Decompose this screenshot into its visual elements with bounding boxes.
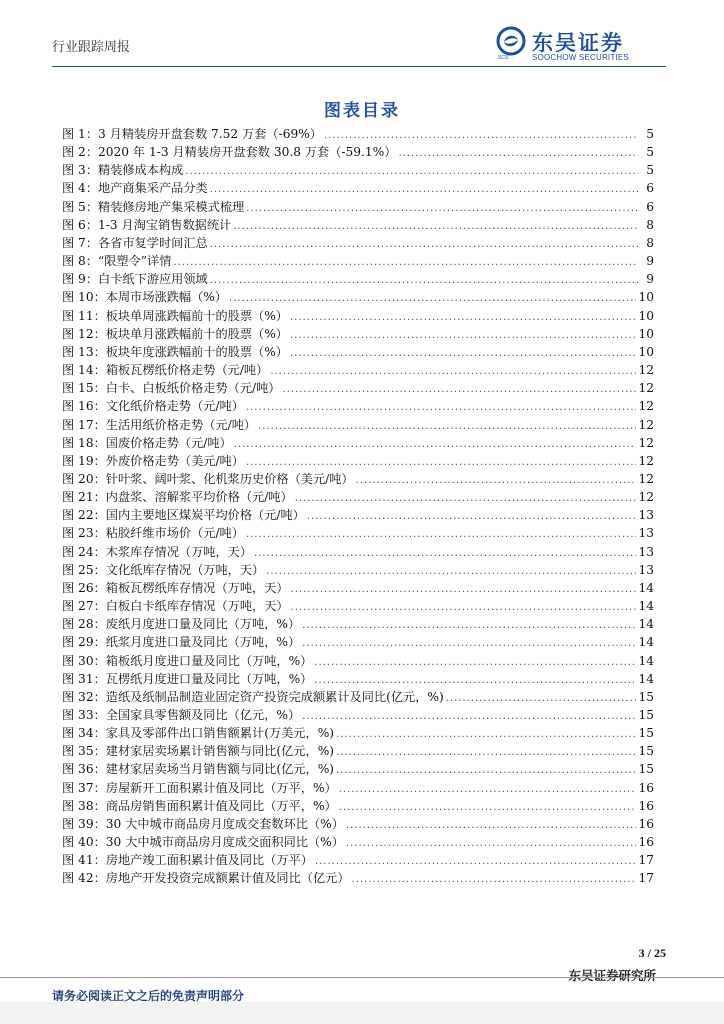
toc-entry-label: 图 12：板块单月涨跌幅前十的股票（%） (62, 326, 288, 341)
toc-entry-page: 12 (638, 435, 654, 450)
toc-entry-label: 图 8：“限塑令”详情 (62, 254, 172, 269)
toc-entry[interactable] (62, 688, 654, 706)
toc-entry[interactable] (62, 779, 654, 797)
toc-leader-dots (246, 402, 637, 413)
toc-entry-label: 图 25：文化纸库存情况（万吨，天） (62, 562, 265, 577)
toc-entry-label: 图 39：30 大中城市商品房月度成交套数环比（%） (62, 816, 344, 831)
toc-leader-dots (302, 711, 636, 722)
toc-leader-dots (398, 148, 638, 159)
toc-entry-page: 12 (638, 381, 654, 396)
header-divider (52, 66, 666, 67)
toc-entry-label: 图 19：外废价格走势（美元/吨） (62, 453, 244, 468)
toc-entry[interactable] (62, 325, 654, 343)
toc-entry-page: 14 (638, 653, 654, 668)
toc-entry[interactable] (62, 288, 654, 306)
toc-entry[interactable] (62, 760, 654, 778)
toc-entry[interactable] (62, 361, 654, 379)
toc-entry-page: 14 (638, 671, 654, 686)
toc-entry[interactable] (62, 216, 654, 234)
toc-leader-dots (302, 620, 636, 631)
toc-entry-page: 13 (638, 508, 654, 523)
toc-entry-page: 10 (638, 326, 654, 341)
toc-entry-page: 5 (646, 127, 654, 141)
report-type-label: 行业跟踪周报 (52, 40, 131, 55)
toc-leader-dots (336, 729, 636, 740)
toc-entry[interactable] (62, 597, 654, 615)
toc-leader-dots (356, 475, 637, 486)
toc-entry-label: 图 15：白卡、白板纸价格走势（元/吨） (62, 381, 281, 396)
toc-entry[interactable] (62, 161, 654, 179)
toc-entry-label: 图 35：建材家居卖场累计销售额与同比(亿元，%) (62, 744, 335, 759)
toc-leader-dots (283, 384, 637, 395)
toc-entry-label: 图 34：家具及零部件出口销售额累计(万美元，%) (62, 726, 335, 741)
toc-entry-label: 图 42：房地产开发投资完成额累计值及同比（亿元） (62, 871, 350, 886)
toc-entry[interactable] (62, 652, 654, 670)
logo-mark-text: SCS (498, 55, 509, 61)
toc-leader-dots (339, 802, 637, 813)
toc-entry-label: 图 29：纸浆月度进口量及同比（万吨，%） (62, 635, 301, 650)
toc-entry-page: 5 (646, 163, 654, 178)
toc-leader-dots (336, 765, 636, 776)
toc-entry-label: 图 17：生活用纸价格走势（元/吨） (62, 417, 257, 432)
toc-entry[interactable] (62, 579, 654, 597)
institute-name: 东吴证券研究所 (568, 968, 656, 983)
toc-entry-page: 16 (638, 835, 654, 850)
toc-entry-page: 12 (638, 399, 654, 414)
toc-entry-label: 图 33：全国家具零售额及同比（亿元，%） (62, 708, 301, 722)
toc-entry-page: 15 (638, 744, 654, 759)
toc-entry-page: 8 (646, 235, 654, 250)
soochow-logo-icon (496, 26, 526, 56)
toc-entry-label: 图 31：瓦楞纸月度进口量及同比（万吨，%） (62, 671, 313, 686)
toc-entry-page: 15 (638, 762, 654, 777)
toc-entry-label: 图 32：造纸及纸制品制造业固定资产投资完成额累计及同比(亿元，%) (62, 689, 444, 704)
logo-name-cn: 东吴证券 (532, 31, 624, 55)
toc-entry[interactable] (62, 434, 654, 452)
toc-entry-label: 图 30：箱板纸月度进口量及同比（万吨，%） (62, 653, 313, 668)
toc-entry-label: 图 28：废纸月度进口量及同比（万吨，%） (62, 617, 301, 632)
toc-leader-dots (291, 584, 637, 595)
toc-leader-dots (314, 675, 636, 686)
toc-entry-page: 12 (638, 417, 654, 432)
toc-entry-page: 9 (646, 254, 654, 269)
toc-entry-label: 图 3：精装修成本构成 (62, 163, 184, 178)
toc-leader-dots (291, 602, 637, 613)
toc-entry-label: 图 6：1-3 月淘宝销售数据统计 (62, 217, 232, 232)
toc-entry-label: 图 21：内盘浆、溶解浆平均价格（元/吨） (62, 490, 293, 505)
toc-entry-page: 14 (638, 617, 654, 632)
toc-leader-dots (210, 184, 638, 195)
toc-leader-dots (336, 747, 636, 758)
logo-name-en: SOOCHOW SECURITIES (532, 53, 629, 62)
toc-entry-label: 图 5：精装修房地产集采模式梳理 (62, 199, 245, 214)
toc-entry-page: 13 (638, 526, 654, 541)
toc-entry-page: 10 (638, 290, 654, 305)
toc-leader-dots (352, 874, 637, 885)
toc-entry[interactable] (62, 252, 654, 270)
toc-leader-dots (173, 257, 638, 268)
toc-entry[interactable] (62, 615, 654, 633)
toc-leader-dots (314, 657, 636, 668)
toc-title: 图表目录 (324, 101, 400, 121)
toc-entry[interactable] (62, 125, 654, 143)
toc-entry[interactable] (62, 343, 654, 361)
toc-entry-label: 图 4：地产商集采产品分类 (62, 181, 208, 196)
toc-leader-dots (290, 348, 637, 359)
toc-entry-page: 12 (638, 363, 654, 378)
toc-leader-dots (290, 312, 637, 323)
toc-entry-page: 10 (638, 308, 654, 323)
toc-entry-label: 图 10：本周市场涨跌幅（%） (62, 290, 228, 305)
page-number: 3 / 25 (638, 946, 666, 960)
toc-leader-dots (234, 439, 637, 450)
toc-entry-page: 17 (638, 853, 654, 868)
toc-entry[interactable] (62, 815, 654, 833)
toc-leader-dots (185, 166, 638, 177)
toc-entry-page: 13 (638, 544, 654, 559)
toc-entry-label: 图 9：白卡纸下游应用领域 (62, 272, 208, 287)
toc-entry[interactable] (62, 742, 654, 760)
toc-entry-label: 图 41：房地产竣工面积累计值及同比（万平） (62, 853, 313, 868)
toc-entry-page: 10 (638, 344, 654, 359)
toc-entry-page: 5 (646, 145, 654, 160)
toc-entry-page: 16 (638, 780, 654, 795)
toc-entry-label: 图 27：白板白卡纸库存情况（万吨，天） (62, 599, 289, 614)
toc-leader-dots (246, 203, 638, 214)
toc-entry-label: 图 24：木浆库存情况（万吨，天） (62, 544, 253, 559)
toc-entry-page: 12 (638, 490, 654, 505)
toc-entry[interactable] (62, 198, 654, 216)
toc-leader-dots (246, 529, 637, 540)
toc-leader-dots (315, 856, 637, 867)
toc-leader-dots (266, 566, 636, 577)
toc-leader-dots (290, 330, 637, 341)
toc-entry[interactable] (62, 379, 654, 397)
toc-entry-label: 图 37：房屋新开工面积累计值及同比（万平，%） (62, 780, 337, 795)
toc-leader-dots (446, 693, 637, 704)
toc-entry-page: 8 (646, 217, 654, 232)
toc-leader-dots (254, 548, 636, 559)
toc-entry-label: 图 18：国废价格走势（元/吨） (62, 435, 232, 450)
toc-leader-dots (346, 820, 637, 831)
toc-entry-page: 14 (638, 580, 654, 595)
toc-entry-page: 16 (638, 816, 654, 831)
toc-entry-label: 图 14：箱板瓦楞纸价格走势（元/吨） (62, 363, 269, 378)
toc-entry[interactable] (62, 706, 654, 724)
toc-entry[interactable] (62, 724, 654, 742)
toc-entry-page: 15 (638, 708, 654, 722)
toc-leader-dots (258, 421, 636, 432)
toc-entry-page: 13 (638, 562, 654, 577)
toc-entry[interactable] (62, 633, 654, 651)
toc-entry-label: 图 40：30 大中城市商品房月度成交面积同比（%） (62, 835, 344, 850)
toc-entry-label: 图 7：各省市复学时间汇总 (62, 235, 208, 250)
toc-list (62, 125, 654, 888)
toc-entry[interactable] (62, 833, 654, 851)
toc-leader-dots (295, 493, 637, 504)
toc-entry-page: 6 (646, 181, 654, 196)
toc-entry-label: 图 38：商品房销售面积累计值及同比（万平，%） (62, 798, 337, 813)
toc-entry[interactable] (62, 869, 654, 887)
toc-entry[interactable] (62, 179, 654, 197)
toc-entry-page: 12 (638, 471, 654, 486)
toc-entry-label: 图 13：板块年度涨跌幅前十的股票（%） (62, 344, 288, 359)
toc-entry[interactable] (62, 524, 654, 542)
toc-entry-page: 16 (638, 798, 654, 813)
toc-entry[interactable] (62, 561, 654, 579)
toc-entry-page: 15 (638, 726, 654, 741)
toc-leader-dots (339, 784, 637, 795)
footer-divider (0, 977, 724, 978)
toc-entry-page: 15 (638, 689, 654, 704)
toc-entry-page: 12 (638, 453, 654, 468)
toc-entry[interactable] (62, 797, 654, 815)
toc-entry[interactable] (62, 543, 654, 561)
toc-leader-dots (229, 293, 636, 304)
toc-leader-dots (302, 638, 636, 649)
toc-entry-label: 图 23：粘胶纤维市场价（元/吨） (62, 526, 244, 541)
toc-entry-page: 9 (646, 272, 654, 287)
toc-entry-label: 图 26：箱板瓦楞纸库存情况（万吨，天） (62, 580, 289, 595)
disclaimer-note: 请务必阅读正文之后的免责声明部分 (52, 989, 245, 1003)
toc-leader-dots (210, 275, 638, 286)
brand-logo (496, 24, 666, 64)
toc-entry[interactable] (62, 143, 654, 161)
toc-entry-label: 图 1：3 月精装房开盘套数 7.52 万套（-69%） (62, 127, 322, 141)
toc-entry-page: 6 (646, 199, 654, 214)
toc-entry[interactable] (62, 397, 654, 415)
toc-entry-page: 17 (638, 871, 654, 886)
toc-entry[interactable] (62, 670, 654, 688)
toc-entry[interactable] (62, 470, 654, 488)
toc-entry[interactable] (62, 488, 654, 506)
toc-entry-label: 图 2：2020 年 1-3 月精装房开盘套数 30.8 万套（-59.1%） (62, 145, 397, 160)
footer-bar (0, 1002, 724, 1024)
toc-entry[interactable] (62, 307, 654, 325)
toc-leader-dots (307, 511, 637, 522)
toc-leader-dots (270, 366, 636, 377)
toc-entry-label: 图 16：文化纸价格走势（元/吨） (62, 399, 244, 414)
toc-leader-dots (210, 239, 638, 250)
toc-entry[interactable] (62, 234, 654, 252)
toc-entry[interactable] (62, 506, 654, 524)
toc-entry-label: 图 20：针叶浆、阔叶浆、化机浆历史价格（美元/吨） (62, 471, 354, 486)
toc-leader-dots (346, 838, 637, 849)
toc-entry-label: 图 11：板块单周涨跌幅前十的股票（%） (62, 308, 288, 323)
toc-leader-dots (233, 221, 638, 232)
toc-leader-dots (246, 457, 637, 468)
toc-entry[interactable] (62, 416, 654, 434)
toc-entry-label: 图 22：国内主要地区煤炭平均价格（元/吨） (62, 508, 305, 523)
toc-entry-page: 14 (638, 599, 654, 614)
toc-entry[interactable] (62, 270, 654, 288)
toc-entry-page: 14 (638, 635, 654, 650)
toc-entry-label: 图 36：建材家居卖场当月销售额与同比(亿元，%) (62, 762, 335, 777)
toc-entry[interactable] (62, 452, 654, 470)
toc-entry[interactable] (62, 851, 654, 869)
toc-leader-dots (324, 130, 638, 141)
